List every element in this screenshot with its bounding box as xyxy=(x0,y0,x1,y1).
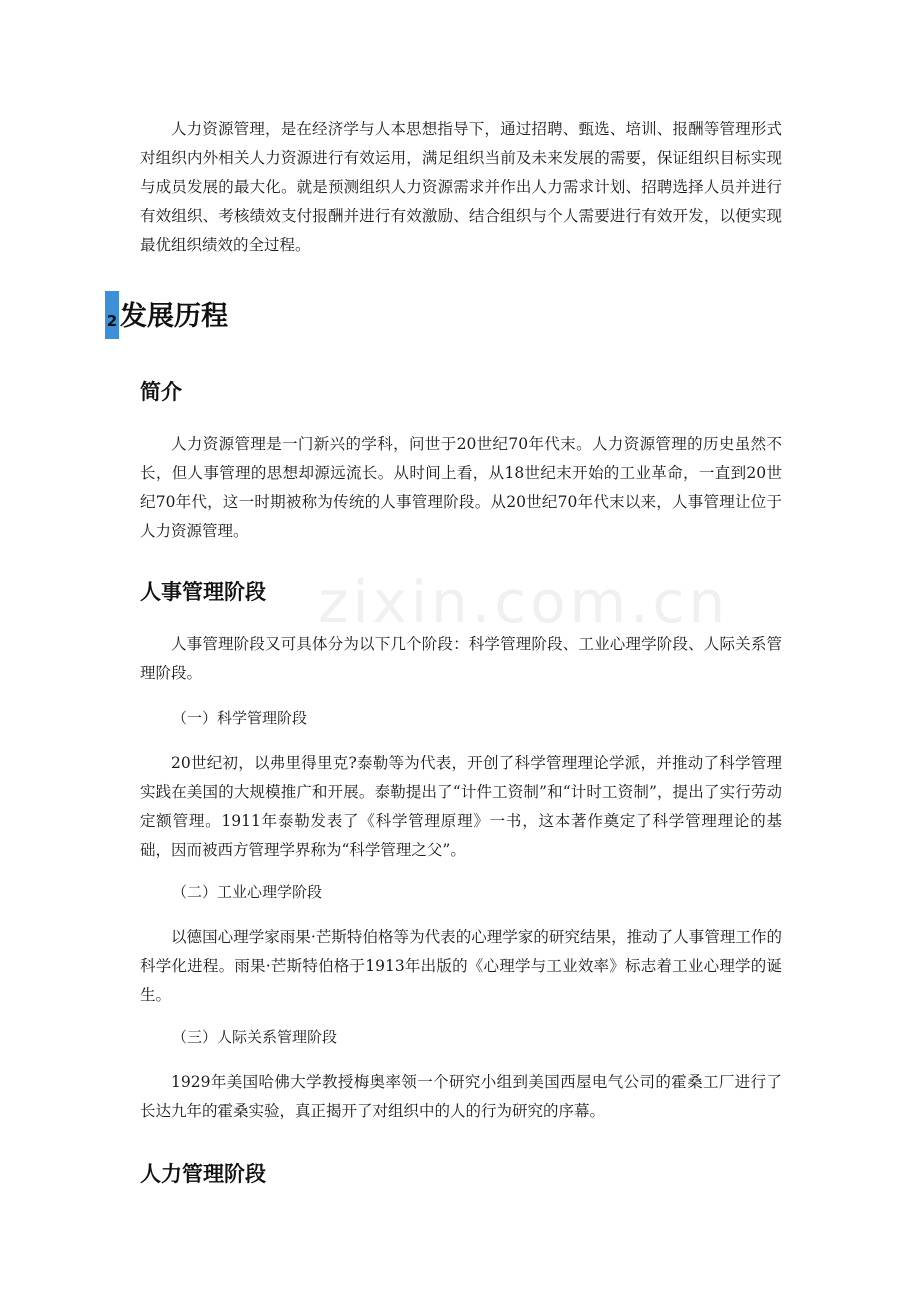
watermark: zixin.com.cn xyxy=(318,568,730,636)
stage-1-paragraph: 20世纪初，以弗里得里克?泰勒等为代表，开创了科学管理理论学派，并推动了科学管理实践在美国的大规模推广和开展。泰勒提出了“计件工资制”和“计时工资制”，提出了实行劳动定额管理。1911年泰勒发表了《科学管理原理》一书，这本著作奠定了科学管理理论的基础，因而被西方管理学界称为“科学管理之父”。 xyxy=(140,754,782,859)
stage-1-title: （一）科学管理阶段 xyxy=(172,709,308,727)
personnel-stage-heading: 人事管理阶段 xyxy=(140,580,266,604)
overview-heading: 简介 xyxy=(140,380,182,404)
stage-3-paragraph: 1929年美国哈佛大学教授梅奥率领一个研究小组到美国西屋电气公司的霍桑工厂进行了长达九年的霍桑实验，真正揭开了对组织中的人的行为研究的序幕。 xyxy=(140,1073,782,1120)
overview-paragraph: 人力资源管理是一门新兴的学科，问世于20世纪70年代末。人力资源管理的历史虽然不长，但人事管理的思想却源远流长。从时间上看，从18世纪末开始的工业革命，一直到20世纪70年代，这一时期被称为传统的人事管理阶段。从20世纪70年代末以来，人事管理让位于人力资源管理。 xyxy=(140,435,782,540)
section-number-badge: 2 xyxy=(105,291,119,339)
stage-2-title: （二）工业心理学阶段 xyxy=(172,883,323,901)
hr-stage-heading: 人力管理阶段 xyxy=(140,1162,266,1186)
section-title: 发展历程 xyxy=(120,301,228,332)
stage-2-paragraph: 以德国心理学家雨果·芒斯特伯格等为代表的心理学家的研究结果，推动了人事管理工作的科学化进程。雨果·芒斯特伯格于1913年出版的《心理学与工业效率》标志着工业心理学的诞生。 xyxy=(140,928,782,1004)
stage-3-title: （三）人际关系管理阶段 xyxy=(172,1028,338,1046)
personnel-intro-paragraph: 人事管理阶段又可具体分为以下几个阶段：科学管理阶段、工业心理学阶段、人际关系管理阶段。 xyxy=(140,635,782,682)
intro-paragraph: 人力资源管理，是在经济学与人本思想指导下，通过招聘、甄选、培训、报酬等管理形式对组织内外相关人力资源进行有效运用，满足组织当前及未来发展的需要，保证组织目标实现与成员发展的最大化。就是预测组织人力资源需求并作出人力需求计划、招聘选择人员并进行有效组织、考核绩效支付报酬并进行有效激励、结合组织与个人需要进行有效开发，以便实现最优组织绩效的全过程。 xyxy=(140,120,782,254)
